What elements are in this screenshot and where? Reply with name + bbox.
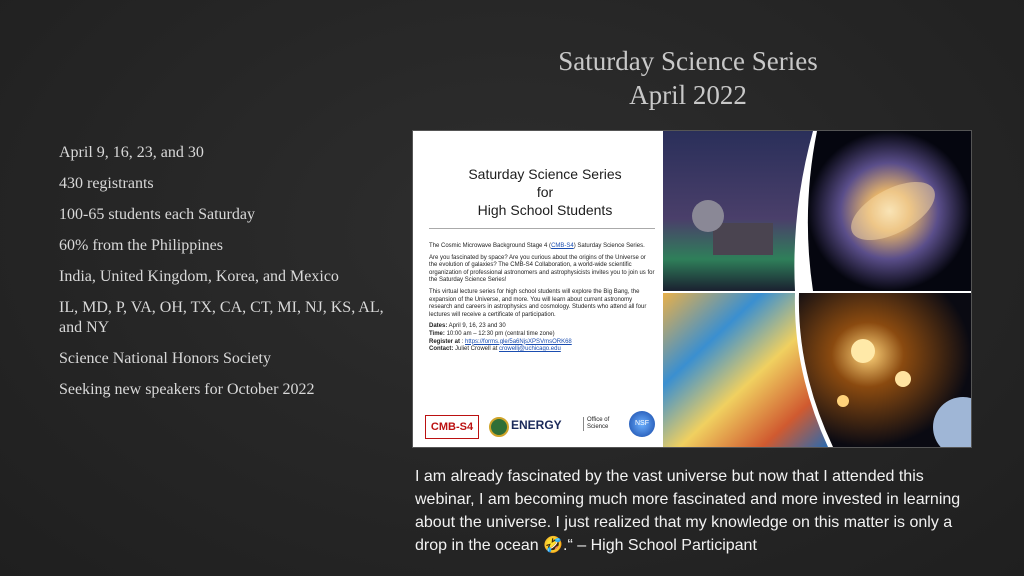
- bullet-item: April 9, 16, 23, and 30: [59, 144, 204, 161]
- slide-title-line1: Saturday Science Series: [558, 46, 818, 76]
- flyer-register-link[interactable]: https://forms.gle/5a6NjsXPSVmsORK68: [465, 338, 572, 345]
- telescope-photo: [663, 131, 813, 291]
- flyer-contact-link[interactable]: crowellj@uchicago.edu: [499, 346, 561, 353]
- flyer-heading-line3: High School Students: [477, 202, 613, 218]
- flyer-space-collage: [663, 131, 971, 447]
- flyer-para3: This virtual lecture series for high school students will explore the Big Bang, the expansion of the Universe, and more. You will learn about current astronomy research and careers in astrophysics and cosmology. Students who attend all four lectures will receive a certificate of participation.: [429, 288, 647, 318]
- flyer-intro-b: ) Saturday Science Series.: [573, 243, 645, 249]
- telescope-building: [713, 223, 773, 255]
- flyer-intro-a: The Cosmic Microwave Background Stage 4 (: [429, 243, 552, 249]
- office-of-science-logo: Office of Science: [583, 417, 627, 431]
- flyer-para2: Are you fascinated by space? Are you curious about the origins of the Universe or the evolution of galaxies? The CMB-S4 Collaboration, a world-wide scientific organization of professional astronomers and astrophysicists invites you to join us for the Saturday Science Series!: [429, 254, 655, 284]
- flyer-intro-link[interactable]: CMB-S4: [551, 243, 574, 249]
- flyer-text-panel: [413, 131, 663, 447]
- telescope-dish: [692, 200, 724, 232]
- bullet-item: India, United Kingdom, Korea, and Mexico: [59, 268, 339, 285]
- flyer-heading-line1: Saturday Science Series: [468, 166, 622, 182]
- star-shape: [851, 339, 875, 363]
- star-shape: [837, 395, 849, 407]
- star-shape: [895, 371, 911, 387]
- bullet-item: Seeking new speakers for October 2022: [59, 381, 315, 398]
- flyer-register: Register at : https://forms.gle/5a6NjsXPSVmsORK68: [429, 338, 572, 345]
- flyer-heading: [465, 165, 625, 219]
- flyer-intro: [429, 243, 655, 251]
- event-flyer-image: [412, 130, 972, 448]
- flyer-time-label: Time:: [429, 330, 445, 337]
- flyer-logo-row: [425, 409, 655, 443]
- bullet-list: [59, 143, 404, 411]
- flyer-dates-label: Dates:: [429, 323, 448, 330]
- flyer-contact: [429, 346, 655, 354]
- slide-title: [540, 44, 836, 112]
- flyer-contact-label: Contact:: [429, 346, 454, 353]
- bullet-item: Science National Honors Society: [59, 350, 271, 367]
- bullet-item: 100-65 students each Saturday: [59, 206, 255, 223]
- bullet-item: 430 registrants: [59, 175, 154, 192]
- flyer-dates: [429, 323, 655, 331]
- slide-title-line2: April 2022: [629, 80, 747, 110]
- flyer-time-value: 10:00 am – 12:30 pm (central time zone): [444, 330, 555, 337]
- doe-seal-icon: [489, 417, 509, 437]
- flyer-dates-value: April 9, 16, 23 and 30: [447, 323, 506, 330]
- cmb-s4-logo: CMB-S4: [425, 415, 479, 439]
- nsf-logo: NSF: [629, 411, 655, 437]
- flyer-time: [429, 331, 655, 339]
- flyer-contact-value: Juliet Crowell at: [453, 346, 500, 353]
- flyer-body: [429, 243, 655, 354]
- flyer-heading-line2: for: [536, 184, 554, 200]
- bullet-item: IL, MD, P, VA, OH, TX, CA, CT, MI, NJ, KS, AL, and NY: [59, 299, 384, 336]
- participant-quote: I am already fascinated by the vast universe but now that I attended this webinar, I am becoming much more fascinated and more invested in learning about the universe. I just realized that my knowledge on this matter is only a drop in the ocean 🤣.“ – High School Participant: [415, 468, 961, 554]
- doe-logo: [489, 415, 579, 437]
- doe-energy-text: ENERGY: [511, 418, 562, 432]
- bullet-item: 60% from the Philippines: [59, 237, 223, 254]
- flyer-divider: [429, 228, 655, 229]
- flyer-register-label: Register at: [429, 338, 461, 345]
